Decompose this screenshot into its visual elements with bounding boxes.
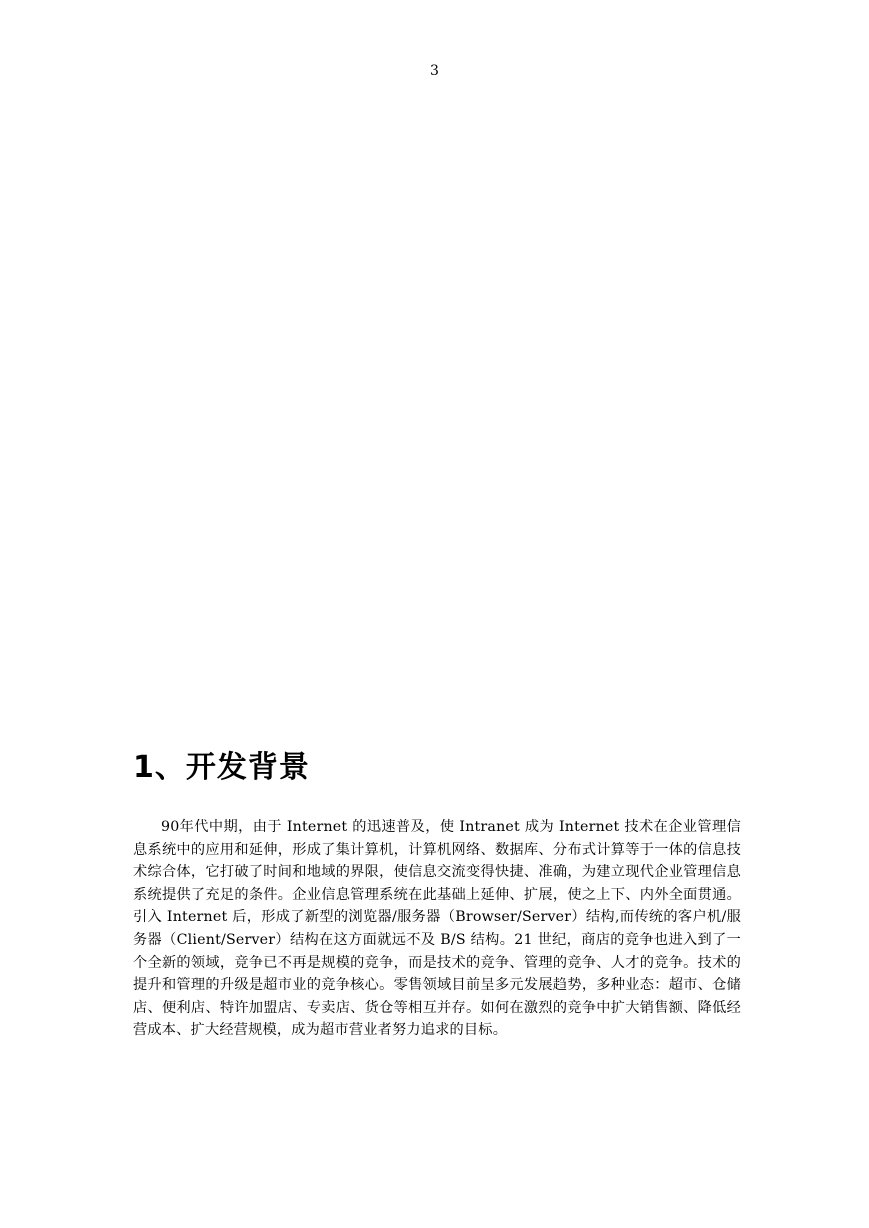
page-number: 3: [430, 63, 439, 79]
body-paragraph: 90年代中期，由于 Internet 的迅速普及，使 Intranet 成为 Internet 技术在企业管理信息系统中的应用和延伸，形成了集计算机，计算机网络、数据库、分布式计算等于一体的信息技术综合体，它打破了时间和地域的界限，使信息交流变得快捷、准确，为建立现代企业管理信息系统提供了充足的条件。企业信息管理系统在此基础上延伸、扩展，使之上下、内外全面贯通。引入 Internet 后，形成了新型的浏览器/服务器（Browser/Server）结构,而传统的客户机/服务器（Client/Server）结构在这方面就远不及 B/S 结构。21 世纪，商店的竞争也进入到了一个全新的领域，竞争已不再是规模的竞争，而是技术的竞争、管理的竞争、人才的竞争。技术的提升和管理的升级是超市业的竞争核心。零售领域目前呈多元发展趋势，多种业态：超市、仓储店、便利店、特许加盟店、专卖店、货仓等相互并存。如何在激烈的竞争中扩大销售额、降低经营成本、扩大经营规模，成为超市营业者努力追求的目标。: [133, 819, 741, 1039]
section-heading: 1、开发背景: [133, 750, 310, 785]
